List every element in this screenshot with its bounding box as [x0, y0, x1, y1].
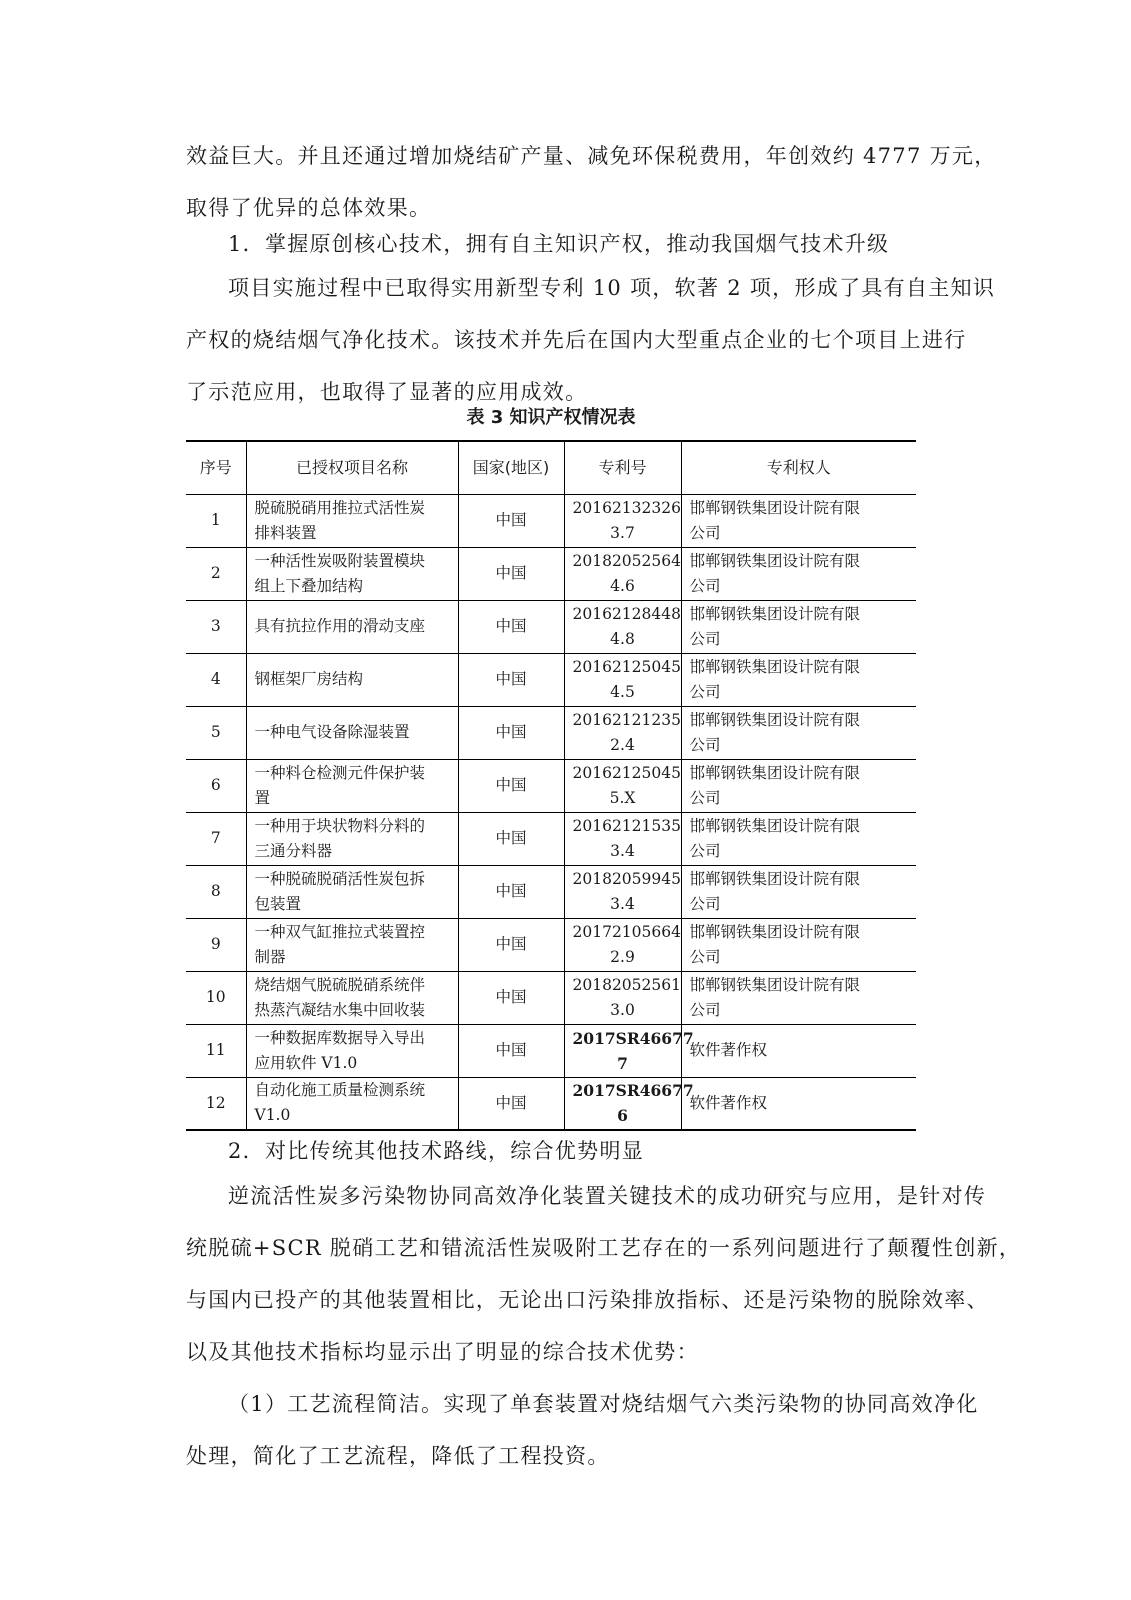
cell-country-line-1: 中国 — [495, 617, 527, 635]
cell-name-line-1: 一种活性炭吸附装置模块 — [254, 551, 426, 570]
cell-name — [246, 706, 458, 759]
cell-owner-line-1: 邯郸钢铁集团设计院有限 — [689, 551, 861, 570]
cell-name-line-1: 一种双气缸推拉式装置控 — [254, 922, 426, 941]
cell-name-line-1: 一种料仓检测元件保护装 — [254, 763, 426, 782]
cell-owner — [681, 1077, 916, 1130]
cell-owner-line-1: 邯郸钢铁集团设计院有限 — [689, 763, 861, 782]
cell-owner — [681, 865, 916, 918]
table-row — [186, 600, 916, 653]
cell-name — [246, 1077, 458, 1130]
cell-owner-line-2: 公司 — [689, 523, 721, 542]
cell-owner — [681, 918, 916, 971]
cell-no — [186, 706, 246, 759]
cell-country-line-1: 中国 — [495, 776, 527, 794]
cell-patent-no — [564, 547, 681, 600]
cell-patent-no-line-1: 20172105664 — [572, 922, 681, 941]
cell-patent-no — [564, 759, 681, 812]
cell-name-line-2: 热蒸汽凝结水集中回收装 — [254, 1000, 426, 1019]
cell-name-line-1: 一种脱硫脱硝活性炭包拆 — [254, 869, 426, 888]
cell-no-line-1: 10 — [205, 988, 226, 1006]
cell-no — [186, 600, 246, 653]
paragraph-2 — [186, 262, 996, 418]
paragraph-3-line-1: 逆流活性炭多污染物协同高效净化装置关键技术的成功研究与应用，是针对传 — [228, 1184, 987, 1208]
cell-name — [246, 494, 458, 547]
cell-patent-no-line-2: 2.4 — [610, 735, 635, 754]
cell-country — [458, 812, 564, 865]
cell-country — [458, 759, 564, 812]
paragraph-3 — [186, 1170, 1022, 1378]
cell-owner — [681, 547, 916, 600]
table-row — [186, 547, 916, 600]
table-row — [186, 1024, 916, 1077]
cell-owner — [681, 600, 916, 653]
cell-owner — [681, 971, 916, 1024]
paragraph-2-line-1: 项目实施过程中已取得实用新型专利 10 项，软著 2 项，形成了具有自主知识 — [228, 276, 996, 300]
cell-no-line-1: 8 — [210, 882, 221, 900]
cell-name-line-2: 置 — [254, 788, 271, 807]
cell-patent-no-line-1: 20162125045 — [572, 763, 681, 782]
cell-no-line-1: 6 — [210, 776, 221, 794]
cell-country — [458, 918, 564, 971]
cell-country — [458, 706, 564, 759]
cell-country-line-1: 中国 — [495, 670, 527, 688]
cell-patent-no-line-1: 20162128448 — [572, 604, 681, 623]
cell-patent-no-line-1: 20162121535 — [572, 816, 681, 835]
cell-no-line-1: 5 — [210, 723, 221, 741]
cell-patent-no-line-2: 4.8 — [610, 629, 635, 648]
cell-no — [186, 971, 246, 1024]
cell-patent-no — [564, 865, 681, 918]
cell-owner-line-1: 邯郸钢铁集团设计院有限 — [689, 657, 861, 676]
table-row — [186, 865, 916, 918]
cell-patent-no-line-2: 3.0 — [610, 1000, 635, 1019]
cell-country-line-1: 中国 — [495, 723, 527, 741]
cell-no — [186, 865, 246, 918]
cell-name-line-2: 包装置 — [254, 894, 302, 913]
cell-patent-no — [564, 600, 681, 653]
cell-patent-no-line-1: 2017SR46677 — [572, 1028, 694, 1048]
paragraph-4-line-2: 处理，简化了工艺流程，降低了工程投资。 — [186, 1444, 610, 1468]
cell-name — [246, 1024, 458, 1077]
cell-name — [246, 971, 458, 1024]
cell-owner-line-1: 邯郸钢铁集团设计院有限 — [689, 498, 861, 517]
cell-name-line-2: V1.0 — [254, 1106, 291, 1125]
cell-no — [186, 1024, 246, 1077]
cell-name-line-1: 烧结烟气脱硫脱硝系统伴 — [254, 975, 426, 994]
cell-name-line-1: 钢框架厂房结构 — [254, 670, 364, 688]
cell-no-line-1: 12 — [205, 1093, 226, 1112]
cell-country-line-1: 中国 — [495, 564, 527, 582]
paragraph-3-line-2: 统脱硫+SCR 脱硝工艺和错流活性炭吸附工艺存在的一系列问题进行了颠覆性创新， — [186, 1236, 1022, 1260]
cell-country-line-1: 中国 — [495, 1093, 527, 1112]
cell-country-line-1: 中国 — [495, 829, 527, 847]
cell-name-line-1: 自动化施工质量检测系统 — [254, 1081, 426, 1100]
cell-patent-no-line-1: 20182059945 — [572, 869, 681, 888]
cell-no-line-1: 9 — [210, 935, 221, 953]
header-country: 国家(地区) — [458, 441, 564, 494]
cell-owner-line-1: 邯郸钢铁集团设计院有限 — [689, 604, 861, 623]
cell-no-line-1: 1 — [210, 511, 221, 529]
cell-owner-line-2: 公司 — [689, 894, 721, 913]
table-row — [186, 759, 916, 812]
cell-patent-no-line-2: 2.9 — [610, 947, 635, 966]
cell-no-line-1: 4 — [210, 670, 221, 688]
cell-patent-no-line-2: 7 — [617, 1053, 628, 1073]
cell-patent-no — [564, 494, 681, 547]
cell-country — [458, 1077, 564, 1130]
cell-no — [186, 653, 246, 706]
table-row — [186, 653, 916, 706]
cell-patent-no-line-2: 3.4 — [610, 841, 635, 860]
paragraph-2-line-3: 了示范应用，也取得了显著的应用成效。 — [186, 380, 588, 404]
table-row — [186, 1077, 916, 1130]
cell-patent-no-line-2: 4.5 — [610, 682, 635, 701]
cell-owner — [681, 706, 916, 759]
cell-patent-no-line-1: 20162132326 — [572, 498, 681, 517]
paragraph-1-line-1: 效益巨大。并且还通过增加烧结矿产量、减免环保税费用，年创效约 4777 万元， — [186, 144, 997, 168]
cell-name-line-1: 具有抗拉作用的滑动支座 — [254, 617, 426, 635]
cell-owner-line-1: 邯郸钢铁集团设计院有限 — [689, 816, 861, 835]
cell-owner-line-1: 软件著作权 — [689, 1041, 768, 1059]
paragraph-2-line-2: 产权的烧结烟气净化技术。该技术并先后在国内大型重点企业的七个项目上进行 — [186, 328, 967, 352]
cell-no-line-1: 7 — [210, 829, 221, 847]
cell-owner — [681, 1024, 916, 1077]
table-body — [186, 494, 916, 1130]
cell-owner-line-1: 邯郸钢铁集团设计院有限 — [689, 869, 861, 888]
header-patent-no: 专利号 — [564, 441, 681, 494]
cell-no — [186, 918, 246, 971]
cell-owner-line-2: 公司 — [689, 682, 721, 701]
cell-name — [246, 547, 458, 600]
cell-patent-no-line-1: 2017SR46677 — [572, 1081, 694, 1101]
cell-owner-line-2: 公司 — [689, 947, 721, 966]
cell-country — [458, 865, 564, 918]
cell-patent-no — [564, 812, 681, 865]
header-no: 序号 — [186, 441, 246, 494]
table-row — [186, 918, 916, 971]
table-caption: 表 3 知识产权情况表 — [466, 407, 636, 428]
section-heading-2-text: 2．对比传统其他技术路线，综合优势明显 — [228, 1139, 645, 1163]
table-header-row — [186, 441, 916, 494]
cell-country — [458, 547, 564, 600]
cell-name-line-1: 一种电气设备除湿装置 — [254, 723, 410, 741]
cell-name-line-2: 应用软件 V1.0 — [254, 1053, 358, 1072]
cell-name — [246, 812, 458, 865]
cell-owner — [681, 494, 916, 547]
cell-owner-line-2: 公司 — [689, 629, 721, 648]
cell-no-line-1: 2 — [210, 564, 221, 582]
cell-owner-line-1: 邯郸钢铁集团设计院有限 — [689, 710, 861, 729]
cell-owner-line-1: 软件著作权 — [689, 1093, 768, 1112]
paragraph-3-line-4: 以及其他技术指标均显示出了明显的综合技术优势： — [186, 1340, 699, 1364]
cell-owner-line-2: 公司 — [689, 735, 721, 754]
cell-patent-no — [564, 918, 681, 971]
header-name: 已授权项目名称 — [246, 441, 458, 494]
cell-patent-no-line-2: 5.X — [609, 788, 636, 807]
cell-patent-no-line-2: 3.4 — [610, 894, 635, 913]
cell-no-line-1: 3 — [210, 617, 221, 635]
cell-patent-no-line-1: 20182052561 — [572, 975, 681, 994]
paragraph-1-line-2: 取得了优异的总体效果。 — [186, 196, 432, 220]
header-owner: 专利权人 — [681, 441, 916, 494]
cell-name-line-1: 一种数据库数据导入导出 — [254, 1028, 426, 1047]
table-row — [186, 706, 916, 759]
cell-name — [246, 759, 458, 812]
cell-patent-no-line-2: 6 — [617, 1106, 628, 1126]
cell-name-line-1: 脱硫脱硝用推拉式活性炭 — [254, 498, 426, 517]
cell-name-line-2: 三通分料器 — [254, 841, 333, 860]
cell-name — [246, 600, 458, 653]
cell-country-line-1: 中国 — [495, 1041, 527, 1059]
cell-owner-line-2: 公司 — [689, 841, 721, 860]
cell-name — [246, 653, 458, 706]
table-row — [186, 971, 916, 1024]
cell-patent-no-line-1: 20162121235 — [572, 710, 681, 729]
cell-country-line-1: 中国 — [495, 935, 527, 953]
section-heading-1-text: 1．掌握原创核心技术，拥有自主知识产权，推动我国烟气技术升级 — [228, 232, 890, 256]
cell-patent-no-line-2: 4.6 — [610, 576, 635, 595]
cell-no — [186, 494, 246, 547]
cell-no — [186, 812, 246, 865]
cell-patent-no — [564, 653, 681, 706]
cell-name-line-2: 制器 — [254, 947, 286, 966]
cell-owner-line-1: 邯郸钢铁集团设计院有限 — [689, 922, 861, 941]
cell-no — [186, 547, 246, 600]
cell-no — [186, 1077, 246, 1130]
cell-owner — [681, 759, 916, 812]
cell-country — [458, 494, 564, 547]
cell-patent-no — [564, 1077, 694, 1130]
cell-country — [458, 1024, 564, 1077]
cell-country — [458, 653, 564, 706]
cell-country — [458, 971, 564, 1024]
cell-patent-no — [564, 971, 681, 1024]
paragraph-4-line-1: （1）工艺流程简洁。实现了单套装置对烧结烟气六类污染物的协同高效净化 — [228, 1392, 979, 1416]
cell-owner-line-2: 公司 — [689, 788, 721, 807]
cell-owner-line-2: 公司 — [689, 576, 721, 595]
cell-name-line-2: 组上下叠加结构 — [254, 576, 364, 595]
cell-patent-no-line-2: 3.7 — [610, 523, 635, 542]
cell-country-line-1: 中国 — [495, 511, 527, 529]
cell-owner-line-2: 公司 — [689, 1000, 721, 1019]
cell-patent-no — [564, 1024, 694, 1077]
cell-no-line-1: 11 — [205, 1041, 226, 1059]
cell-patent-no — [564, 706, 681, 759]
cell-no — [186, 759, 246, 812]
cell-owner-line-1: 邯郸钢铁集团设计院有限 — [689, 975, 861, 994]
ip-table — [186, 440, 916, 1131]
paragraph-3-line-3: 与国内已投产的其他装置相比，无论出口污染排放指标、还是污染物的脱除效率、 — [186, 1288, 989, 1312]
cell-country — [458, 600, 564, 653]
cell-patent-no-line-1: 20162125045 — [572, 657, 681, 676]
cell-patent-no-line-1: 20182052564 — [572, 551, 681, 570]
table-row — [186, 812, 916, 865]
table-row — [186, 494, 916, 547]
cell-name-line-2: 排料装置 — [254, 523, 317, 542]
cell-owner — [681, 812, 916, 865]
cell-name — [246, 918, 458, 971]
cell-name — [246, 865, 458, 918]
cell-owner — [681, 653, 916, 706]
cell-country-line-1: 中国 — [495, 882, 527, 900]
cell-name-line-1: 一种用于块状物料分料的 — [254, 816, 426, 835]
paragraph-4 — [186, 1378, 996, 1482]
cell-country-line-1: 中国 — [495, 988, 527, 1006]
